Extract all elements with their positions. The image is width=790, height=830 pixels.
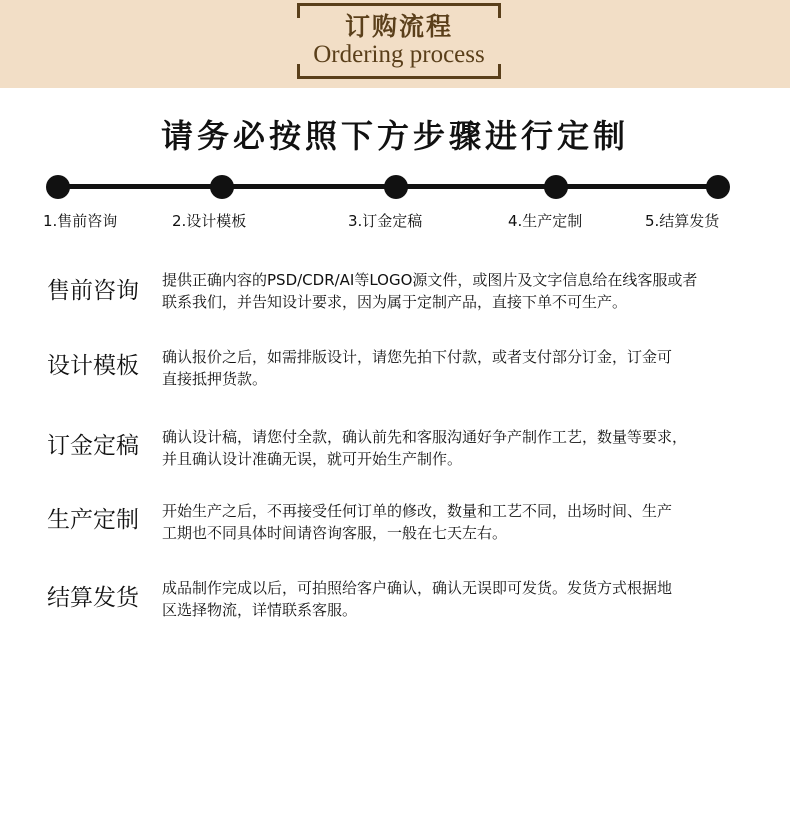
detail-line: 联系我们，并告知设计要求，因为属于定制产品，直接下单不可生产。 xyxy=(162,293,628,311)
detail-line: 直接抵押货款。 xyxy=(162,370,268,388)
detail-line: 提供正确内容的PSD/CDR/AI等LOGO源文件，或图片及文字信息给在线客服或者 xyxy=(162,271,698,289)
detail-description xyxy=(162,346,752,390)
detail-title: 生产定制 xyxy=(47,507,139,533)
step-label-4: 4.生产定制 xyxy=(508,212,583,230)
timeline-dot xyxy=(210,175,234,199)
detail-description xyxy=(162,269,752,313)
page-heading: 请务必按照下方步骤进行定制 xyxy=(160,117,629,155)
detail-line: 确认设计稿，请您付全款，确认前先和客服沟通好争产制作工艺，数量等要求， xyxy=(162,428,688,446)
timeline-dot xyxy=(46,175,70,199)
timeline-dot xyxy=(384,175,408,199)
detail-line: 区选择物流，详情联系客服。 xyxy=(162,601,358,619)
detail-title: 售前咨询 xyxy=(47,278,139,304)
banner-title-en: Ordering process xyxy=(313,41,485,68)
detail-description xyxy=(162,577,752,621)
step-label-5: 5.结算发货 xyxy=(645,212,720,230)
detail-line: 工期也不同具体时间请咨询客服，一般在七天左右。 xyxy=(162,524,508,542)
detail-description xyxy=(162,500,752,544)
timeline-dot xyxy=(706,175,730,199)
step-label-1: 1.售前咨询 xyxy=(43,212,118,230)
detail-title: 设计模板 xyxy=(47,353,139,379)
detail-line: 确认报价之后，如需排版设计，请您先拍下付款，或者支付部分订金，订金可 xyxy=(162,348,673,366)
detail-line: 并且确认设计准确无误，就可开始生产制作。 xyxy=(162,450,463,468)
detail-title: 结算发货 xyxy=(47,585,139,611)
step-label-2: 2.设计模板 xyxy=(172,212,247,230)
step-label-3: 3.订金定稿 xyxy=(348,212,423,230)
detail-line: 开始生产之后，不再接受任何订单的修改，数量和工艺不同，出场时间、生产 xyxy=(162,502,673,520)
banner-title-cn: 订购流程 xyxy=(344,12,453,41)
timeline-dot xyxy=(544,175,568,199)
detail-title: 订金定稿 xyxy=(47,433,139,459)
detail-line: 成品制作完成以后，可拍照给客户确认，确认无误即可发货。发货方式根据地 xyxy=(162,579,673,597)
detail-description xyxy=(162,426,752,470)
